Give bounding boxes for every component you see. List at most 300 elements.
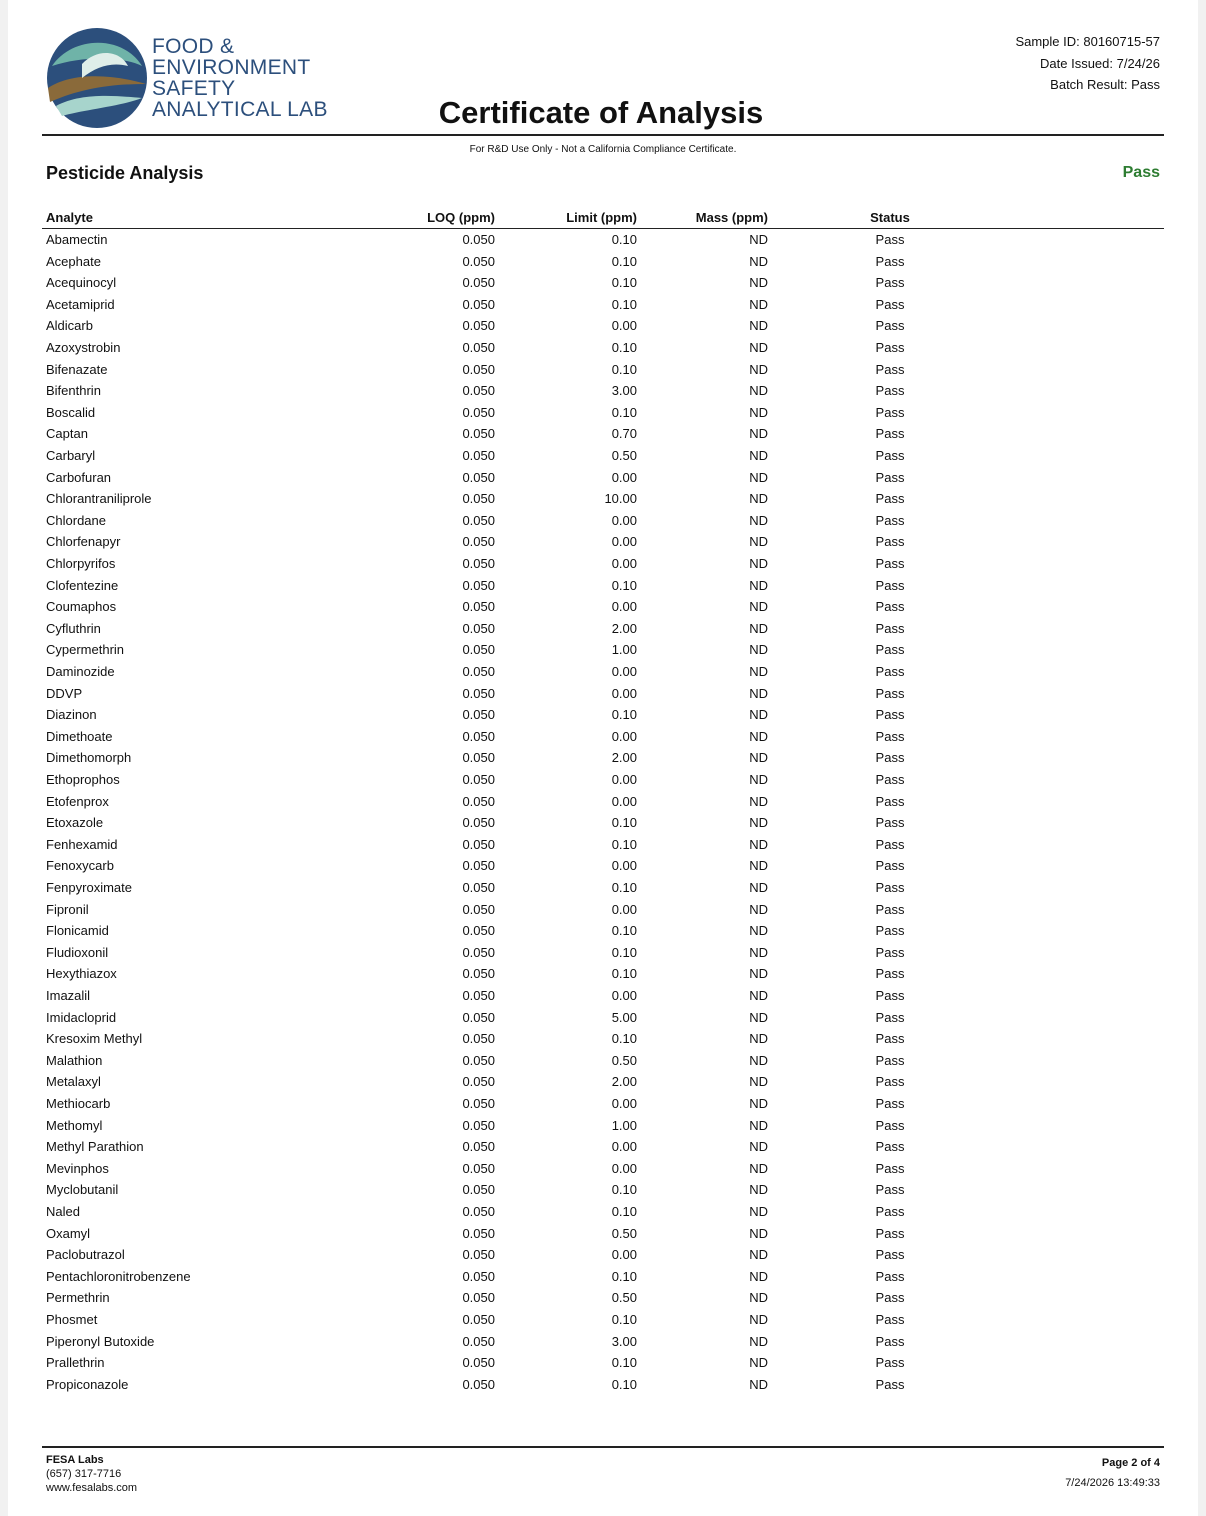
mass-value: ND: [749, 253, 768, 269]
footer-timestamp: 7/24/2026 13:49:33: [1065, 1477, 1160, 1489]
page-number: Page 2 of 4: [1101, 1457, 1160, 1469]
mass-value: ND: [749, 1376, 768, 1392]
limit-value: 0.10: [611, 1376, 637, 1392]
mass-value: ND: [749, 707, 768, 723]
loq-value: 0.050: [462, 642, 495, 658]
limit-value: 0.10: [611, 577, 637, 593]
loq-value: 0.050: [462, 880, 495, 895]
loq-value: 0.050: [462, 944, 495, 960]
loq-value: 0.050: [462, 1376, 495, 1392]
mass-value: ND: [749, 642, 768, 658]
analyte-name: Acetamiprid: [46, 296, 115, 312]
date-issued: Date Issued: 7/24/26: [1040, 55, 1160, 71]
analyte-name: Etofenprox: [46, 793, 109, 809]
status-value: Pass: [875, 340, 905, 355]
status-value: Pass: [875, 815, 905, 831]
status-value: Pass: [875, 491, 905, 507]
analyte-name: Fenhexamid: [46, 836, 118, 852]
loq-value: 0.050: [462, 1290, 495, 1306]
certificate-page: [8, 0, 1198, 1516]
analyte-name: Dimethoate: [46, 728, 113, 744]
limit-value: 0.10: [611, 1268, 637, 1284]
status-value: Pass: [875, 448, 905, 463]
limit-value: 0.10: [611, 707, 637, 723]
mass-value: ND: [749, 988, 768, 1003]
status-value: Pass: [875, 836, 905, 852]
logo-line: ANALYTICAL LAB: [152, 98, 328, 121]
lab-logo-text: [152, 36, 328, 120]
limit-value: 2.00: [611, 620, 637, 636]
status-value: Pass: [875, 577, 905, 593]
mass-value: ND: [749, 1312, 768, 1327]
analyte-name: Phosmet: [46, 1312, 98, 1327]
analyte-name: Ethoprophos: [46, 772, 120, 787]
loq-value: 0.050: [462, 728, 495, 744]
limit-value: 10.00: [604, 491, 637, 507]
status-value: Pass: [875, 642, 905, 658]
limit-value: 0.00: [611, 318, 637, 334]
loq-value: 0.050: [462, 1139, 495, 1155]
loq-value: 0.050: [462, 534, 495, 550]
mass-value: ND: [749, 1333, 768, 1349]
status-value: Pass: [875, 1247, 905, 1263]
status-value: Pass: [875, 1290, 905, 1306]
status-value: Pass: [875, 664, 905, 679]
table-header-divider: [42, 228, 1164, 229]
mass-value: ND: [749, 275, 768, 291]
loq-value: 0.050: [462, 901, 495, 917]
mass-value: ND: [749, 815, 768, 831]
status-value: Pass: [875, 296, 905, 312]
loq-value: 0.050: [462, 599, 495, 615]
analyte-name: Etoxazole: [46, 815, 104, 831]
status-value: Pass: [875, 750, 905, 766]
analyte-name: Chlordane: [46, 512, 106, 528]
limit-value: 0.10: [611, 944, 637, 960]
limit-value: 0.00: [611, 1160, 637, 1176]
mass-value: ND: [749, 750, 768, 766]
status-value: Pass: [875, 880, 905, 895]
loq-value: 0.050: [462, 664, 495, 679]
status-value: Pass: [875, 1312, 905, 1327]
limit-value: 0.10: [611, 923, 637, 939]
analyte-name: Chlorfenapyr: [46, 534, 121, 550]
mass-value: ND: [749, 944, 768, 960]
status-value: Pass: [875, 512, 905, 528]
mass-value: ND: [749, 448, 768, 463]
analyte-name: Malathion: [46, 1052, 103, 1068]
analyte-name: Fludioxonil: [46, 944, 109, 960]
limit-value: 0.00: [611, 1247, 637, 1263]
mass-value: ND: [749, 1247, 768, 1263]
loq-value: 0.050: [462, 383, 495, 399]
loq-value: 0.050: [462, 1247, 495, 1263]
status-value: Pass: [875, 1052, 905, 1068]
mass-value: ND: [749, 728, 768, 744]
limit-value: 0.10: [611, 815, 637, 831]
limit-value: 0.10: [611, 1355, 637, 1371]
limit-value: 3.00: [611, 383, 637, 399]
limit-value: 0.50: [611, 448, 637, 463]
mass-value: ND: [749, 1117, 768, 1133]
loq-value: 0.050: [462, 1355, 495, 1371]
loq-value: 0.050: [462, 836, 495, 852]
mass-value: ND: [749, 1290, 768, 1306]
limit-value: 0.00: [611, 534, 637, 550]
limit-value: 0.00: [611, 599, 637, 615]
mass-value: ND: [749, 340, 768, 355]
analyte-name: Azoxystrobin: [46, 340, 121, 355]
lab-logo-icon: [42, 26, 152, 130]
mass-value: ND: [749, 1268, 768, 1284]
limit-value: 0.00: [611, 512, 637, 528]
disclaimer: For R&D Use Only - Not a California Compliance Certificate.: [469, 144, 737, 155]
mass-value: ND: [749, 296, 768, 312]
mass-value: ND: [749, 793, 768, 809]
loq-value: 0.050: [462, 1333, 495, 1349]
analyte-name: Flonicamid: [46, 923, 109, 939]
limit-value: 0.10: [611, 275, 637, 291]
mass-value: ND: [749, 664, 768, 679]
loq-value: 0.050: [462, 1117, 495, 1133]
loq-value: 0.050: [462, 232, 495, 247]
analyte-name: Abamectin: [46, 232, 108, 247]
mass-value: ND: [749, 577, 768, 593]
footer-company: FESA Labs: [46, 1454, 104, 1466]
mass-value: ND: [749, 1225, 768, 1241]
limit-value: 0.10: [611, 253, 637, 269]
limit-value: 0.00: [611, 1139, 637, 1155]
limit-value: 3.00: [611, 1333, 637, 1349]
analyte-name: Fenpyroximate: [46, 880, 132, 895]
section-status: Pass: [1122, 164, 1160, 181]
sample-id: Sample ID: 80160715-57: [1015, 34, 1160, 49]
status-value: Pass: [875, 858, 905, 874]
mass-value: ND: [749, 512, 768, 528]
status-value: Pass: [875, 707, 905, 723]
analyte-name: Cypermethrin: [46, 642, 125, 658]
mass-value: ND: [749, 923, 768, 939]
limit-value: 2.00: [611, 750, 637, 766]
status-value: Pass: [875, 556, 905, 571]
loq-value: 0.050: [462, 1074, 495, 1090]
limit-value: 0.10: [611, 361, 637, 377]
analyte-name: Hexythiazox: [46, 966, 117, 982]
loq-value: 0.050: [462, 750, 495, 766]
limit-value: 0.50: [611, 1052, 637, 1068]
limit-value: 0.00: [611, 793, 637, 809]
loq-value: 0.050: [462, 1225, 495, 1241]
status-value: Pass: [875, 728, 905, 744]
mass-value: ND: [749, 1182, 768, 1198]
analyte-name: Coumaphos: [46, 599, 117, 615]
mass-value: ND: [749, 772, 768, 787]
mass-value: ND: [749, 469, 768, 485]
limit-value: 0.10: [611, 1312, 637, 1327]
status-value: Pass: [875, 1355, 905, 1371]
analyte-name: Clofentezine: [46, 577, 119, 593]
analyte-name: Fipronil: [46, 901, 89, 917]
column-header-limit: Limit (ppm): [566, 210, 637, 225]
mass-value: ND: [749, 404, 768, 420]
status-value: Pass: [875, 620, 905, 636]
mass-value: ND: [749, 880, 768, 895]
loq-value: 0.050: [462, 620, 495, 636]
loq-value: 0.050: [462, 707, 495, 723]
status-value: Pass: [875, 966, 905, 982]
mass-value: ND: [749, 1009, 768, 1025]
status-value: Pass: [875, 232, 905, 247]
loq-value: 0.050: [462, 1182, 495, 1198]
loq-value: 0.050: [462, 448, 495, 463]
loq-value: 0.050: [462, 1268, 495, 1284]
loq-value: 0.050: [462, 1204, 495, 1219]
analyte-name: Bifenazate: [46, 361, 108, 377]
limit-value: 0.00: [611, 858, 637, 874]
limit-value: 0.50: [611, 1225, 637, 1241]
limit-value: 0.10: [611, 1204, 637, 1219]
limit-value: 5.00: [611, 1009, 637, 1025]
status-value: Pass: [875, 1333, 905, 1349]
logo-line: SAFETY: [152, 77, 236, 100]
footer-contact: [46, 1453, 137, 1495]
status-value: Pass: [875, 923, 905, 939]
status-value: Pass: [875, 793, 905, 809]
analyte-name: Pentachloronitrobenzene: [46, 1268, 191, 1284]
mass-value: ND: [749, 1074, 768, 1090]
column-header-loq: LOQ (ppm): [427, 210, 495, 225]
analyte-name: Daminozide: [46, 664, 115, 679]
analyte-name: Bifenthrin: [46, 383, 101, 399]
limit-value: 0.10: [611, 966, 637, 982]
limit-value: 0.10: [611, 1182, 637, 1198]
status-value: Pass: [875, 901, 905, 917]
mass-value: ND: [749, 901, 768, 917]
loq-value: 0.050: [462, 1312, 495, 1327]
footer-phone: (657) 317-7716: [46, 1468, 122, 1480]
header-divider: [42, 134, 1164, 136]
status-value: Pass: [875, 944, 905, 960]
mass-value: ND: [749, 318, 768, 334]
loq-value: 0.050: [462, 340, 495, 355]
batch-result: Batch Result: Pass: [1050, 77, 1160, 92]
analyte-name: Acequinocyl: [46, 275, 117, 291]
status-value: Pass: [875, 426, 905, 442]
analyte-name: Methiocarb: [46, 1096, 111, 1111]
limit-value: 0.00: [611, 664, 637, 679]
analyte-name: Diazinon: [46, 707, 97, 723]
limit-value: 0.00: [611, 556, 637, 571]
loq-value: 0.050: [462, 426, 495, 442]
sample-meta: [1015, 31, 1160, 96]
mass-value: ND: [749, 1096, 768, 1111]
loq-value: 0.050: [462, 1052, 495, 1068]
mass-value: ND: [749, 966, 768, 982]
status-value: Pass: [875, 1160, 905, 1176]
mass-value: ND: [749, 858, 768, 874]
loq-value: 0.050: [462, 1031, 495, 1047]
status-value: Pass: [875, 1096, 905, 1111]
analyte-name: Piperonyl Butoxide: [46, 1333, 155, 1349]
status-value: Pass: [875, 1376, 905, 1392]
status-value: Pass: [875, 383, 905, 399]
footer-divider: [42, 1446, 1164, 1448]
footer-website: www.fesalabs.com: [46, 1482, 138, 1494]
loq-value: 0.050: [462, 793, 495, 809]
limit-value: 0.00: [611, 988, 637, 1003]
status-value: Pass: [875, 404, 905, 420]
loq-value: 0.050: [462, 491, 495, 507]
analyte-name: Naled: [46, 1204, 80, 1219]
column-header-status: Status: [870, 210, 910, 225]
status-value: Pass: [875, 599, 905, 615]
mass-value: ND: [749, 1160, 768, 1176]
mass-value: ND: [749, 1052, 768, 1068]
limit-value: 0.00: [611, 685, 637, 701]
limit-value: 0.50: [611, 1290, 637, 1306]
limit-value: 2.00: [611, 1074, 637, 1090]
analyte-name: Prallethrin: [46, 1355, 105, 1371]
limit-value: 0.10: [611, 836, 637, 852]
column-header-mass: Mass (ppm): [695, 210, 768, 225]
status-value: Pass: [875, 1182, 905, 1198]
analyte-name: Paclobutrazol: [46, 1247, 125, 1263]
analyte-name: Imazalil: [46, 988, 91, 1003]
mass-value: ND: [749, 685, 768, 701]
mass-value: ND: [749, 1204, 768, 1219]
status-value: Pass: [875, 1117, 905, 1133]
analyte-name: Acephate: [46, 253, 101, 269]
loq-value: 0.050: [462, 815, 495, 831]
loq-value: 0.050: [462, 988, 495, 1003]
mass-value: ND: [749, 556, 768, 571]
status-value: Pass: [875, 275, 905, 291]
analyte-name: Imidacloprid: [46, 1009, 117, 1025]
analyte-name: Dimethomorph: [46, 750, 132, 766]
limit-value: 0.10: [611, 880, 637, 895]
loq-value: 0.050: [462, 1160, 495, 1176]
loq-value: 0.050: [462, 858, 495, 874]
analyte-name: Aldicarb: [46, 318, 93, 334]
mass-value: ND: [749, 491, 768, 507]
analyte-name: Boscalid: [46, 404, 96, 420]
status-value: Pass: [875, 1031, 905, 1047]
document-title: Certificate of Analysis: [438, 95, 764, 130]
mass-value: ND: [749, 1355, 768, 1371]
analyte-name: Carbaryl: [46, 448, 96, 463]
analyte-name: Carbofuran: [46, 469, 112, 485]
logo-line: FOOD &: [152, 35, 235, 58]
loq-value: 0.050: [462, 685, 495, 701]
analyte-name: Methyl Parathion: [46, 1139, 144, 1155]
status-value: Pass: [875, 469, 905, 485]
mass-value: ND: [749, 361, 768, 377]
mass-value: ND: [749, 599, 768, 615]
limit-value: 0.00: [611, 469, 637, 485]
analyte-name: Metalaxyl: [46, 1074, 101, 1090]
analyte-name: Fenoxycarb: [46, 858, 114, 874]
status-value: Pass: [875, 534, 905, 550]
status-value: Pass: [875, 1268, 905, 1284]
status-value: Pass: [875, 253, 905, 269]
mass-value: ND: [749, 383, 768, 399]
loq-value: 0.050: [462, 772, 495, 787]
limit-value: 0.00: [611, 1096, 637, 1111]
loq-value: 0.050: [462, 296, 495, 312]
status-value: Pass: [875, 1225, 905, 1241]
analyte-name: Methomyl: [46, 1117, 103, 1133]
loq-value: 0.050: [462, 318, 495, 334]
analyte-name: Kresoxim Methyl: [46, 1031, 143, 1047]
analyte-name: Captan: [46, 426, 88, 442]
status-value: Pass: [875, 988, 905, 1003]
status-value: Pass: [875, 318, 905, 334]
analyte-name: Mevinphos: [46, 1160, 109, 1176]
loq-value: 0.050: [462, 361, 495, 377]
limit-value: 0.70: [611, 426, 637, 442]
loq-value: 0.050: [462, 577, 495, 593]
loq-value: 0.050: [462, 404, 495, 420]
limit-value: 0.10: [611, 340, 637, 355]
section-title: Pesticide Analysis: [46, 163, 204, 183]
status-value: Pass: [875, 685, 905, 701]
loq-value: 0.050: [462, 469, 495, 485]
loq-value: 0.050: [462, 1009, 495, 1025]
limit-value: 0.00: [611, 772, 637, 787]
mass-value: ND: [749, 620, 768, 636]
limit-value: 0.10: [611, 232, 637, 247]
mass-value: ND: [749, 232, 768, 247]
limit-value: 0.00: [611, 901, 637, 917]
limit-value: 0.10: [611, 1031, 637, 1047]
mass-value: ND: [749, 426, 768, 442]
limit-value: 0.10: [611, 296, 637, 312]
analyte-name: Chlorpyrifos: [46, 556, 116, 571]
limit-value: 1.00: [611, 1117, 637, 1133]
analyte-name: DDVP: [46, 685, 83, 701]
analyte-name: Permethrin: [46, 1290, 110, 1306]
status-value: Pass: [875, 361, 905, 377]
analyte-name: Oxamyl: [46, 1225, 91, 1241]
logo-line: ENVIRONMENT: [152, 56, 311, 79]
analyte-name: Chlorantraniliprole: [46, 491, 152, 507]
limit-value: 0.00: [611, 728, 637, 744]
status-value: Pass: [875, 1204, 905, 1219]
mass-value: ND: [749, 1031, 768, 1047]
analyte-name: Cyfluthrin: [46, 620, 101, 636]
status-value: Pass: [875, 1139, 905, 1155]
loq-value: 0.050: [462, 966, 495, 982]
analyte-name: Myclobutanil: [46, 1182, 119, 1198]
column-header-analyte: Analyte: [46, 210, 93, 225]
loq-value: 0.050: [462, 556, 495, 571]
loq-value: 0.050: [462, 923, 495, 939]
mass-value: ND: [749, 534, 768, 550]
loq-value: 0.050: [462, 275, 495, 291]
footer-page-info: [1065, 1453, 1160, 1493]
mass-value: ND: [749, 1139, 768, 1155]
analyte-name: Propiconazole: [46, 1376, 129, 1392]
loq-value: 0.050: [462, 512, 495, 528]
status-value: Pass: [875, 1009, 905, 1025]
limit-value: 1.00: [611, 642, 637, 658]
mass-value: ND: [749, 836, 768, 852]
status-value: Pass: [875, 1074, 905, 1090]
limit-value: 0.10: [611, 404, 637, 420]
loq-value: 0.050: [462, 1096, 495, 1111]
loq-value: 0.050: [462, 253, 495, 269]
status-value: Pass: [875, 772, 905, 787]
